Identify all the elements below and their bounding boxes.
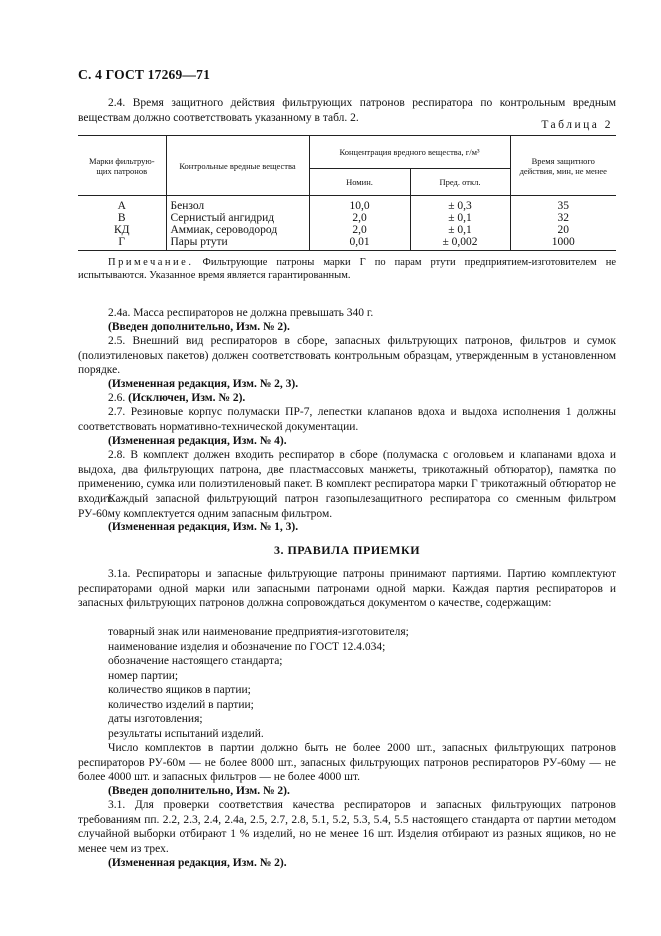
cell-substance: Бензол (166, 196, 309, 213)
cell-mark: КД (78, 224, 166, 236)
paragraph-2-6-number: 2.6. (108, 392, 126, 404)
col-header-deviation: Пред. откл. (410, 169, 510, 196)
paragraph-3-1a: 3.1а. Респираторы и запасные фильтрующие патроны принимают партиями. Партию комплектуют респираторами одной марки или запасными патронами одной марки. Каждая партия респираторов и запасных фильтрующих патронов должна сопровождаться документом о качестве, содержащим: (78, 568, 616, 609)
cell-time: 1000 (510, 236, 616, 251)
paragraph-2-6-text: (Исключен, Изм. № 2). (128, 392, 246, 404)
list-item: обозначение настоящего стандарта; (108, 655, 283, 667)
cell-deviation: ± 0,3 (410, 196, 510, 213)
note-label: Примечание. (108, 257, 194, 268)
paragraph-2-4: 2.4. Время защитного действия фильтрующих патронов респиратора по контрольным вредным веществам должно соответствовать указанному в табл. 2. (78, 97, 616, 124)
col-header-time: Время защитного действия, мин, не менее (510, 136, 616, 196)
list-item: товарный знак или наименование предприятия-изготовителя; (108, 626, 409, 638)
paragraph-2-8-replacement: Каждый запасной фильтрующий патрон газопылезащитного респиратора со сменным фильтром РУ-60му комплектуется одним запасным фильтром. (78, 493, 616, 520)
amendment-2-7: (Измененная редакция, Изм. № 4). (108, 435, 287, 447)
col-header-concentration: Концентрация вредного вещества, г/м³ (309, 136, 510, 169)
quality-document-list (78, 625, 616, 741)
paragraph-2-5: 2.5. Внешний вид респираторов в сборе, запасных фильтрующих патронов, фильтров и сумок (полиэтиленовых пакетов) должен соответствовать контрольным образцам, утвержденным в установленном порядке. (78, 335, 616, 376)
paragraph-3-1a-count: Число комплектов в партии должно быть не более 2000 шт., запасных фильтрующих патронов респираторов РУ-60м — не более 8000 шт., запасных фильтрующих патронов респираторов РУ-60му — не более 4000 шт. и запасных фильтров — не более 4000 шт. (78, 742, 616, 783)
cell-time: 35 (510, 196, 616, 213)
cell-substance: Пары ртути (166, 236, 309, 251)
cell-deviation: ± 0,1 (410, 224, 510, 236)
col-header-marks: Марки фильтрую- щих патронов (78, 136, 166, 196)
cell-time: 20 (510, 224, 616, 236)
cell-time: 32 (510, 212, 616, 224)
table-row (78, 196, 616, 213)
list-item: количество изделий в партии; (108, 698, 254, 711)
paragraph-3-1: 3.1. Для проверки соответствия качества респираторов и запасных фильтрующих патронов требованиям пп. 2.2, 2.3, 2.4, 2.4а, 2.5, 2.7, 2.8, 5.1, 5.2, 5.3, 5.4, 5.5 настоящего стандарта от партии методом случайной выборки отбирают 1 % изделий, но не менее 16 шт. Изделия отбирают из разных ящиков, но не менее чем из трех. (78, 799, 616, 855)
amendment-2-5: (Измененная редакция, Изм. № 2, 3). (108, 378, 299, 390)
col-header-substances: Контрольные вредные вещества (166, 136, 309, 196)
cell-nominal: 0,01 (309, 236, 410, 251)
note-text: Фильтрующие патроны марки Г по парам ртути предприятием-изготовителем не испытываются. Указанное время является гарантированным. (78, 257, 617, 281)
table-caption: Таблица 2 (541, 119, 613, 131)
amendment-3-1: (Измененная редакция, Изм. № 2). (108, 857, 287, 869)
table-2 (78, 135, 616, 251)
cell-mark: Г (78, 236, 166, 251)
amendment-3-1a: (Введен дополнительно, Изм. № 2). (108, 785, 290, 797)
cell-substance: Аммиак, сероводород (166, 224, 309, 236)
amendment-2-8: (Измененная редакция, Изм. № 1, 3). (108, 521, 299, 533)
table-row (78, 236, 616, 251)
table-row (78, 224, 616, 236)
table-row (78, 212, 616, 224)
list-item: количество ящиков в партии; (108, 684, 251, 696)
cell-mark: А (78, 196, 166, 213)
cell-mark: В (78, 212, 166, 224)
paragraph-2-8: 2.8. В комплект должен входить респиратор в сборе (полумаска с оголовьем и клапанами вдоха и выдоха, два фильтрующих патрона, две пластмассовых манжеты, трикотажный обтюратор), памятка по применению, сумка или полиэтиленовый пакет. В комплект респиратора марки Г трикотажный обтюратор не входит. (78, 449, 616, 505)
paragraph-2-4a: 2.4а. Масса респираторов не должна превышать 340 г. (108, 307, 374, 319)
cell-nominal: 10,0 (309, 196, 410, 213)
col-header-nominal: Номин. (309, 169, 410, 196)
cell-substance: Сернистый ангидрид (166, 212, 309, 224)
cell-deviation: ± 0,1 (410, 212, 510, 224)
paragraph-2-6 (78, 391, 616, 406)
cell-nominal: 2,0 (309, 212, 410, 224)
cell-deviation: ± 0,002 (410, 236, 510, 251)
page-header: С. 4 ГОСТ 17269—71 (78, 67, 211, 82)
section-3-title: 3. ПРАВИЛА ПРИЕМКИ (273, 543, 421, 557)
cell-nominal: 2,0 (309, 224, 410, 236)
amendment-2-4a: (Введен дополнительно, Изм. № 2). (108, 321, 290, 333)
list-item: даты изготовления; (108, 713, 203, 725)
paragraph-2-7: 2.7. Резиновые корпус полумаски ПР-7, лепестки клапанов вдоха и выдоха исполнения 1 должны соответствовать нормативно-технической документации. (78, 406, 616, 433)
list-item: наименование изделия и обозначение по ГОСТ 12.4.034; (108, 640, 386, 653)
list-item: номер партии; (108, 669, 179, 682)
list-item: результаты испытаний изделий. (108, 727, 264, 740)
table-note (78, 256, 616, 282)
